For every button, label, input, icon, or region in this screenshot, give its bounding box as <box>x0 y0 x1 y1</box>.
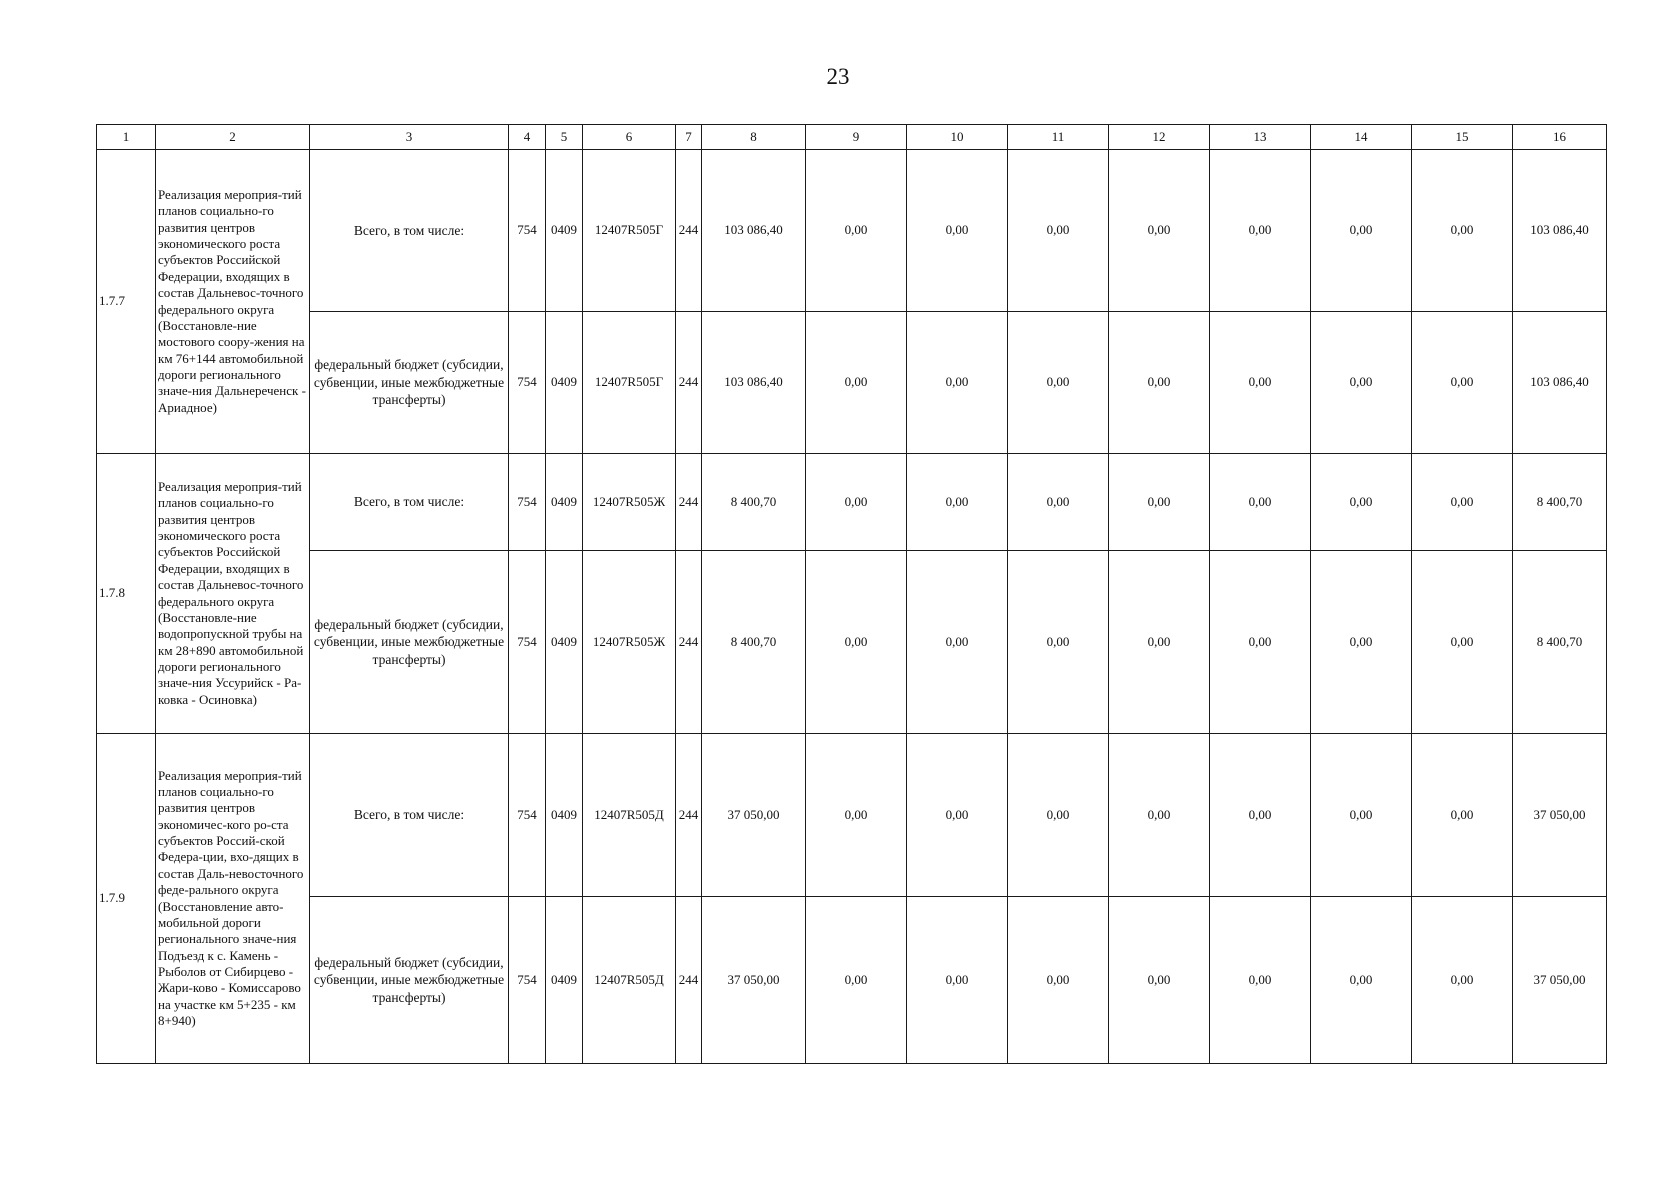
value-cell: 0,00 <box>806 734 907 897</box>
funding-source: Всего, в том числе: <box>310 454 509 551</box>
code-cell: 754 <box>509 734 546 897</box>
code-cell: 0409 <box>546 551 583 734</box>
code-cell: 12407R505Ж <box>583 454 676 551</box>
value-cell: 0,00 <box>1109 734 1210 897</box>
code-cell: 754 <box>509 312 546 454</box>
header-cell: 1 <box>97 125 156 150</box>
value-cell: 0,00 <box>1311 734 1412 897</box>
value-cell: 0,00 <box>1210 897 1311 1064</box>
value-cell: 37 050,00 <box>702 734 806 897</box>
value-cell: 103 086,40 <box>1513 312 1607 454</box>
value-cell: 0,00 <box>1210 312 1311 454</box>
value-cell: 0,00 <box>1109 454 1210 551</box>
header-cell: 16 <box>1513 125 1607 150</box>
funding-source: федеральный бюджет (субсидии, субвенции, иные межбюджетные трансферты) <box>310 897 509 1064</box>
value-cell: 103 086,40 <box>1513 150 1607 312</box>
header-cell: 6 <box>583 125 676 150</box>
value-cell: 0,00 <box>1412 150 1513 312</box>
header-cell: 10 <box>907 125 1008 150</box>
code-cell: 12407R505Д <box>583 897 676 1064</box>
value-cell: 0,00 <box>806 150 907 312</box>
value-cell: 37 050,00 <box>702 897 806 1064</box>
value-cell: 0,00 <box>907 312 1008 454</box>
header-cell: 2 <box>156 125 310 150</box>
table-row <box>97 897 1607 1064</box>
code-cell: 754 <box>509 150 546 312</box>
header-cell: 3 <box>310 125 509 150</box>
value-cell: 0,00 <box>1109 150 1210 312</box>
item-number: 1.7.8 <box>97 454 156 734</box>
header-cell: 7 <box>676 125 702 150</box>
value-cell: 0,00 <box>1412 897 1513 1064</box>
value-cell: 8 400,70 <box>1513 551 1607 734</box>
header-cell: 5 <box>546 125 583 150</box>
item-name: Реализация мероприя-тий планов социально-го развития центров экономичес-кого ро-ста субъектов Россий-ской Федера-ции, вхо-дящих в состав Даль-невосточного феде-рального округа (Восстановление авто-мобильной дороги регионального значе-ния Подъезд к с. Камень - Рыболов от Сибирцево - Жари-ково - Комиссарово на участке км 5+235 - км 8+940) <box>156 734 310 1064</box>
code-cell: 244 <box>676 734 702 897</box>
item-name: Реализация мероприя-тий планов социально-го развития центров экономического роста субъектов Российской Федерации, входящих в состав Дальневос-точного федерального округа (Восстановле-ние водопропускной трубы на км 28+890 автомобильной дороги регионального значе-ния Уссурийск - Ра-ковка - Осиновка) <box>156 454 310 734</box>
code-cell: 244 <box>676 897 702 1064</box>
header-cell: 15 <box>1412 125 1513 150</box>
value-cell: 8 400,70 <box>702 454 806 551</box>
item-number: 1.7.7 <box>97 150 156 454</box>
table-row <box>97 551 1607 734</box>
code-cell: 12407R505Г <box>583 150 676 312</box>
header-cell: 13 <box>1210 125 1311 150</box>
code-cell: 0409 <box>546 312 583 454</box>
table-row <box>97 454 1607 551</box>
header-cell: 12 <box>1109 125 1210 150</box>
value-cell: 0,00 <box>1109 551 1210 734</box>
code-cell: 754 <box>509 897 546 1064</box>
value-cell: 37 050,00 <box>1513 734 1607 897</box>
code-cell: 244 <box>676 312 702 454</box>
table-row <box>97 150 1607 312</box>
value-cell: 0,00 <box>1412 312 1513 454</box>
value-cell: 0,00 <box>1109 312 1210 454</box>
value-cell: 0,00 <box>907 551 1008 734</box>
code-cell: 0409 <box>546 734 583 897</box>
value-cell: 0,00 <box>1008 454 1109 551</box>
item-name: Реализация мероприя-тий планов социально-го развития центров экономического роста субъектов Российской Федерации, входящих в состав Дальневос-точного федерального округа (Восстановле-ние мостового соору-жения на км 76+144 автомобильной дороги регионального значе-ния Дальнереченск - Ариадное) <box>156 150 310 454</box>
value-cell: 0,00 <box>1008 150 1109 312</box>
value-cell: 8 400,70 <box>702 551 806 734</box>
value-cell: 0,00 <box>1008 734 1109 897</box>
header-cell: 14 <box>1311 125 1412 150</box>
budget-table <box>96 124 1607 1064</box>
value-cell: 0,00 <box>1311 150 1412 312</box>
value-cell: 0,00 <box>1412 551 1513 734</box>
value-cell: 0,00 <box>1311 897 1412 1064</box>
funding-source: Всего, в том числе: <box>310 734 509 897</box>
code-cell: 244 <box>676 150 702 312</box>
value-cell: 0,00 <box>1412 454 1513 551</box>
funding-source: федеральный бюджет (субсидии, субвенции, иные межбюджетные трансферты) <box>310 551 509 734</box>
code-cell: 0409 <box>546 150 583 312</box>
value-cell: 0,00 <box>1210 734 1311 897</box>
code-cell: 12407R505Д <box>583 734 676 897</box>
table-row <box>97 734 1607 897</box>
value-cell: 0,00 <box>1109 897 1210 1064</box>
value-cell: 0,00 <box>1008 897 1109 1064</box>
value-cell: 0,00 <box>907 734 1008 897</box>
code-cell: 0409 <box>546 454 583 551</box>
code-cell: 754 <box>509 551 546 734</box>
code-cell: 754 <box>509 454 546 551</box>
value-cell: 37 050,00 <box>1513 897 1607 1064</box>
value-cell: 0,00 <box>806 454 907 551</box>
value-cell: 0,00 <box>1311 312 1412 454</box>
value-cell: 0,00 <box>806 897 907 1064</box>
header-cell: 11 <box>1008 125 1109 150</box>
value-cell: 0,00 <box>1210 551 1311 734</box>
header-cell: 4 <box>509 125 546 150</box>
value-cell: 0,00 <box>1311 551 1412 734</box>
value-cell: 0,00 <box>1008 312 1109 454</box>
value-cell: 103 086,40 <box>702 312 806 454</box>
code-cell: 244 <box>676 454 702 551</box>
value-cell: 0,00 <box>806 312 907 454</box>
header-cell: 8 <box>702 125 806 150</box>
funding-source: федеральный бюджет (субсидии, субвенции, иные межбюджетные трансферты) <box>310 312 509 454</box>
value-cell: 0,00 <box>1210 150 1311 312</box>
funding-source: Всего, в том числе: <box>310 150 509 312</box>
code-cell: 244 <box>676 551 702 734</box>
value-cell: 0,00 <box>907 897 1008 1064</box>
header-row <box>97 125 1607 150</box>
table-row <box>97 312 1607 454</box>
value-cell: 0,00 <box>907 454 1008 551</box>
value-cell: 103 086,40 <box>702 150 806 312</box>
header-cell: 9 <box>806 125 907 150</box>
page-number: 23 <box>826 64 850 89</box>
code-cell: 12407R505Ж <box>583 551 676 734</box>
item-number: 1.7.9 <box>97 734 156 1064</box>
value-cell: 0,00 <box>1412 734 1513 897</box>
value-cell: 0,00 <box>1210 454 1311 551</box>
value-cell: 0,00 <box>907 150 1008 312</box>
code-cell: 12407R505Г <box>583 312 676 454</box>
value-cell: 0,00 <box>1311 454 1412 551</box>
value-cell: 0,00 <box>806 551 907 734</box>
value-cell: 0,00 <box>1008 551 1109 734</box>
value-cell: 8 400,70 <box>1513 454 1607 551</box>
code-cell: 0409 <box>546 897 583 1064</box>
